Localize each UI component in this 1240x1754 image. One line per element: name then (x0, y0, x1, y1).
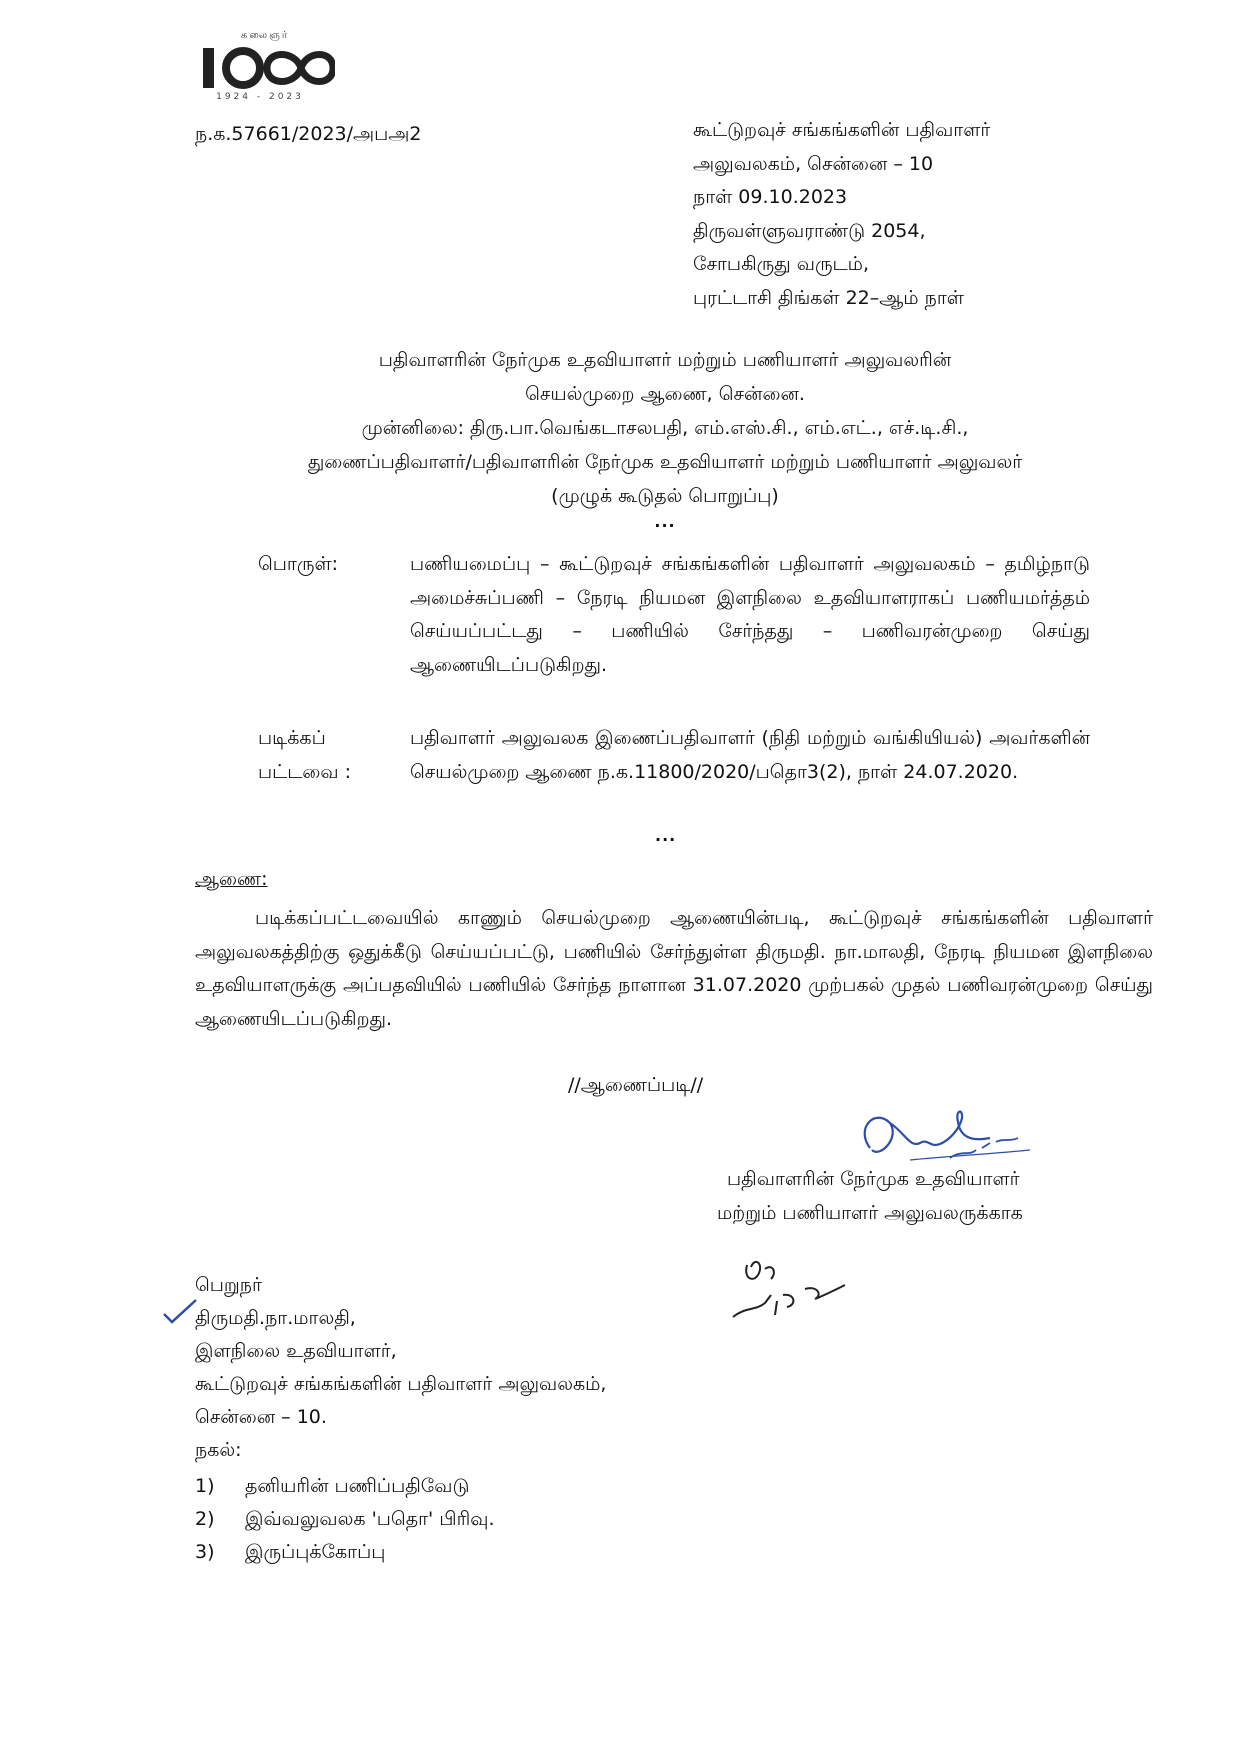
copy-item-text: இவ்வலுவலக 'பதொ' பிரிவு. (245, 1508, 495, 1530)
title-line-3: முன்னிலை: திரு.பா.வெங்கடாசலபதி, எம்.எஸ்.சி., எம்.எட்., எச்.டி.சி., (361, 417, 969, 439)
reference-text: பதிவாளர் அலுவலக இணைப்பதிவாளர் (நிதி மற்றும் வங்கியியல்) அவர்களின் செயல்முறை ஆணை ந.க.11800/2020/பதொ3(2), நாள் 24.07.2020. (410, 727, 1090, 783)
logo-100-graphic (195, 44, 335, 92)
office-line: நாள் 09.10.2023 (693, 186, 848, 208)
reference-label-line-2: பட்டவை : (258, 761, 351, 783)
copy-label: நகல்: (195, 1439, 242, 1461)
title-line-1: பதிவாளரின் நேர்முக உதவியாளர் மற்றும் பணியாளர் அலுவலரின் (378, 349, 952, 371)
logo-years: 1924 - 2023 (216, 92, 304, 102)
recipient-line: சென்னை – 10. (195, 1406, 327, 1428)
initials-date-handwriting (725, 1255, 855, 1335)
recipient-line: கூட்டுறவுச் சங்கங்களின் பதிவாளர் அலுவலகம், (195, 1373, 607, 1395)
copy-list-item (195, 1507, 495, 1531)
signatory-line-1: பதிவாளரின் நேர்முக உதவியாளர் (727, 1168, 1020, 1190)
order-heading: ஆணை: (195, 868, 268, 890)
office-line: சோபகிருது வருடம், (693, 253, 870, 275)
recipient-line: இளநிலை உதவியாளர், (195, 1340, 397, 1362)
subject-label: பொருள்: (258, 553, 339, 575)
signature-image (850, 1098, 1050, 1178)
title-line-2: செயல்முறை ஆணை, சென்னை. (525, 383, 805, 405)
copy-item-number: 3) (195, 1541, 215, 1563)
copy-item-text: தனியரின் பணிப்பதிவேடு (245, 1475, 470, 1497)
logo-top-text: கலைஞர் (240, 30, 290, 41)
copy-item-number: 2) (195, 1508, 215, 1530)
kalaignar-100-logo (195, 30, 335, 110)
office-line: புரட்டாசி திங்கள் 22–ஆம் நாள் (693, 286, 964, 309)
recipient-label: பெறுநர் (195, 1274, 262, 1296)
signatory-line-2: மற்றும் பணியாளர் அலுவலருக்காக (717, 1202, 1023, 1224)
reference-label-line-1: படிக்கப் (258, 727, 326, 749)
office-line: அலுவலகம், சென்னை – 10 (693, 152, 934, 175)
office-date-block (693, 118, 990, 319)
title-line-4: துணைப்பதிவாளர்/பதிவாளரின் நேர்முக உதவியாளர் மற்றும் பணியாளர் அலுவலர் (307, 451, 1023, 473)
title-separator: ... (654, 512, 676, 531)
tick-mark-icon (160, 1296, 200, 1326)
copy-item-number: 1) (195, 1475, 215, 1497)
order-body: படிக்கப்பட்டவையில் காணும் செயல்முறை ஆணையின்படி, கூட்டுறவுச் சங்கங்களின் பதிவாளர் அலுவலகத்திற்கு ஒதுக்கீடு செய்யப்பட்டு, பணியில் சேர்ந்துள்ள திருமதி. நா.மாலதி, நேரடி நியமன இளநிலை உதவியாளருக்கு அப்பதவியில் பணியில் சேர்ந்த நாளான 31.07.2020 முற்பகல் முதல் பணிவரன்முறை செய்து ஆணையிடப்படுகிறது. (195, 907, 1153, 1030)
office-line: திருவள்ளுவராண்டு 2054, (693, 219, 926, 242)
copy-item-text: இருப்புக்கோப்பு (245, 1541, 386, 1563)
by-order-text: //ஆணைப்படி// (568, 1074, 704, 1096)
subject-text: பணியமைப்பு – கூட்டுறவுச் சங்கங்களின் பதிவாளர் அலுவலகம் – தமிழ்நாடு அமைச்சுப்பணி – நேரடி நியமன இளநிலை உதவியாளராகப் பணியமர்த்தம் செய்யப்பட்டது – பணியில் சேர்ந்தது – பணிவரன்முறை செய்து ஆணையிடப்படுகிறது. (410, 553, 1090, 676)
reference-number: ந.க.57661/2023/அபஅ2 (195, 123, 422, 145)
title-line-5: (முழுக் கூடுதல் பொறுப்பு) (551, 485, 779, 507)
reference-separator: ... (655, 826, 677, 845)
recipient-line: திருமதி.நா.மாலதி, (195, 1307, 356, 1329)
copy-list-item (195, 1474, 469, 1498)
office-line: கூட்டுறவுச் சங்கங்களின் பதிவாளர் (693, 119, 991, 141)
copy-list-item (195, 1540, 385, 1564)
